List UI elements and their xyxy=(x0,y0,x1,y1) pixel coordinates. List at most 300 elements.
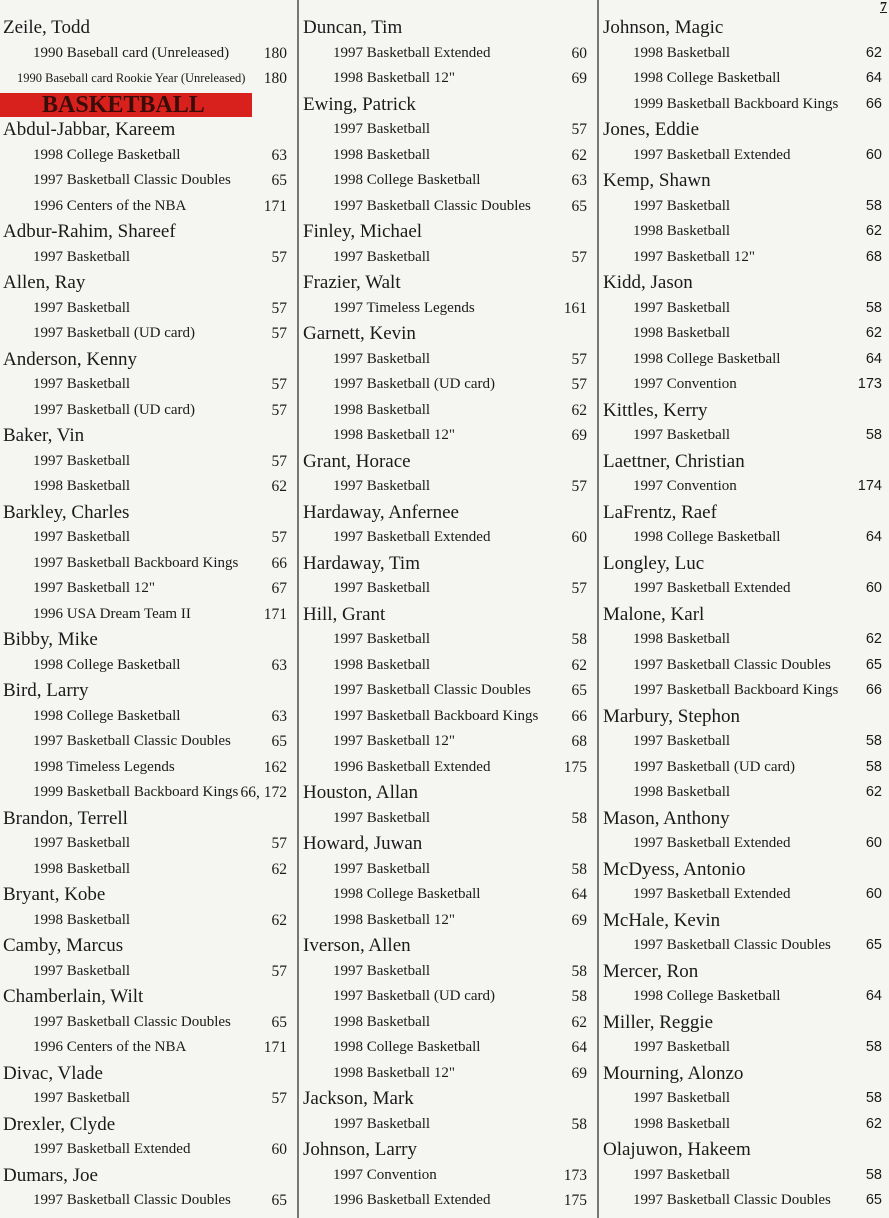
page-reference: 58 xyxy=(865,733,882,749)
card-title: 1998 Timeless Legends xyxy=(33,758,175,775)
player-name: McHale, Kevin xyxy=(603,909,721,931)
card-title: 1998 College Basketball xyxy=(333,1039,481,1055)
page-reference: 180 xyxy=(263,44,287,62)
card-title: 1998 Basketball 12" xyxy=(333,1064,455,1081)
player-name: Camby, Marcus xyxy=(3,935,124,956)
page-reference: 60 xyxy=(865,886,882,902)
card-entry xyxy=(0,321,296,347)
player-name: Laettner, Christian xyxy=(603,450,745,472)
section-title: BASKETBALL xyxy=(42,91,205,118)
page-reference: 57 xyxy=(271,962,287,980)
card-title: 1990 Baseball card (Unreleased) xyxy=(33,44,230,61)
card-title: 1997 Basketball xyxy=(33,452,131,469)
page-reference: 57 xyxy=(271,248,287,266)
page-reference: 62 xyxy=(865,325,882,341)
page-reference: 63 xyxy=(271,656,287,674)
card-entry xyxy=(300,194,596,220)
card-title: 1997 Basketball Classic Doubles xyxy=(633,1192,831,1208)
card-entry xyxy=(300,398,596,424)
player-name: Hardaway, Tim xyxy=(303,552,420,574)
player-name: Allen, Ray xyxy=(3,272,86,293)
page-reference: 62 xyxy=(865,784,882,800)
page-reference: 58 xyxy=(571,809,587,827)
player-name: McDyess, Antonio xyxy=(603,858,746,880)
card-entry xyxy=(600,882,889,908)
player-name: Drexler, Clyde xyxy=(3,1113,116,1135)
page-reference: 58 xyxy=(571,631,587,648)
card-entry xyxy=(0,602,296,628)
card-entry xyxy=(300,755,596,781)
player-name: Jackson, Mark xyxy=(303,1088,414,1109)
page-reference: 60 xyxy=(865,146,882,163)
card-title: 1998 Basketball 12" xyxy=(333,70,455,86)
card-entry xyxy=(0,831,296,857)
card-title: 1999 Basketball Backboard Kings xyxy=(633,95,839,112)
card-title: 1998 Basketball xyxy=(33,911,131,928)
player-name: Duncan, Tim xyxy=(303,17,403,38)
player-name: Divac, Vlade xyxy=(3,1062,103,1084)
card-entry xyxy=(0,576,296,602)
page-reference: 63 xyxy=(571,172,587,189)
card-title: 1997 Basketball xyxy=(33,835,131,851)
card-entry xyxy=(300,474,596,500)
card-entry xyxy=(600,729,889,755)
card-title: 1990 Baseball card Rookie Year (Unreleased) xyxy=(17,71,246,85)
card-title: 1997 Basketball Classic Doubles xyxy=(33,733,231,749)
card-title: 1997 Basketball xyxy=(633,427,731,443)
card-title: 1998 Basketball xyxy=(333,656,431,673)
card-title: 1997 Basketball xyxy=(33,1090,131,1106)
card-entry xyxy=(0,398,296,424)
card-title: 1998 Basketball xyxy=(633,325,731,341)
card-title: 1997 Basketball xyxy=(33,529,131,545)
card-entry xyxy=(600,92,889,118)
page-reference: 65 xyxy=(271,172,287,189)
card-title: 1998 Basketball xyxy=(633,223,731,239)
page-reference: 58 xyxy=(571,988,587,1005)
card-title: 1998 Basketball xyxy=(333,146,431,163)
page-reference: 57 xyxy=(571,580,587,597)
player-name: Kittles, Kerry xyxy=(603,399,708,421)
page-reference: 174 xyxy=(857,478,882,494)
card-title: 1998 Basketball xyxy=(33,860,131,877)
page-reference: 65 xyxy=(865,656,882,673)
page-reference: 62 xyxy=(571,656,587,674)
card-title: 1997 Basketball xyxy=(633,1090,731,1106)
page-reference: 60 xyxy=(571,529,587,546)
card-entry xyxy=(0,857,296,883)
card-title: 1997 Basketball xyxy=(333,248,431,265)
card-entry xyxy=(0,780,296,806)
card-entry xyxy=(300,41,596,67)
page-reference: 58 xyxy=(571,962,587,980)
card-title: 1997 Basketball xyxy=(33,248,131,265)
card-entry xyxy=(600,653,889,679)
card-title: 1997 Basketball Classic Doubles xyxy=(33,172,231,188)
player-name: Howard, Juwan xyxy=(303,833,423,854)
card-title: 1997 Basketball (UD card) xyxy=(333,988,496,1004)
page-reference: 58 xyxy=(865,1090,882,1106)
page-reference: 58 xyxy=(865,758,882,775)
card-entry xyxy=(600,780,889,806)
page-reference: 57 xyxy=(571,350,587,368)
card-entry xyxy=(600,525,889,551)
player-name: Bibby, Mike xyxy=(3,629,98,650)
player-name: Olajuwon, Hakeem xyxy=(603,1139,751,1160)
card-entry xyxy=(600,321,889,347)
card-entry xyxy=(300,882,596,908)
card-title: 1998 College Basketball xyxy=(633,529,781,545)
player-name: Malone, Karl xyxy=(603,603,705,625)
section-header xyxy=(0,92,296,118)
page-reference: 171 xyxy=(263,605,287,623)
page-reference: 57 xyxy=(271,325,287,342)
card-entry xyxy=(600,1086,889,1112)
card-title: 1996 Basketball Extended xyxy=(333,758,491,775)
player-name: Bird, Larry xyxy=(3,680,89,701)
page-reference: 62 xyxy=(865,223,882,239)
card-title: 1997 Basketball xyxy=(633,733,731,749)
page-reference: 57 xyxy=(571,248,587,266)
card-title: 1997 Basketball Classic Doubles xyxy=(633,656,831,673)
card-entry xyxy=(600,1188,889,1214)
page-reference: 57 xyxy=(271,376,287,393)
card-title: 1998 Basketball xyxy=(33,478,131,494)
card-entry xyxy=(300,168,596,194)
card-entry xyxy=(300,1163,596,1189)
page-reference: 57 xyxy=(571,121,587,138)
page-reference: 64 xyxy=(865,70,882,86)
player-name: Chamberlain, Wilt xyxy=(3,986,144,1007)
player-name: Johnson, Magic xyxy=(603,17,724,38)
card-title: 1998 Basketball xyxy=(633,44,731,61)
card-title: 1998 College Basketball xyxy=(633,988,781,1004)
card-title: 1997 Basketball xyxy=(33,376,131,392)
page-reference: 58 xyxy=(865,197,882,214)
card-title: 1998 Basketball 12" xyxy=(333,427,455,443)
column-divider xyxy=(297,0,299,1218)
player-name: Dumars, Joe xyxy=(3,1164,98,1186)
page-reference: 65 xyxy=(271,1192,287,1209)
page-reference: 58 xyxy=(571,860,587,878)
card-title: 1997 Basketball xyxy=(333,962,431,979)
player-name: Miller, Reggie xyxy=(603,1011,714,1033)
page-reference: 180 xyxy=(263,70,287,87)
card-entry xyxy=(0,1035,296,1061)
card-entry xyxy=(600,755,889,781)
card-title: 1997 Basketball Backboard Kings xyxy=(33,554,239,571)
page-reference: 62 xyxy=(571,146,587,164)
card-entry xyxy=(600,1112,889,1138)
player-name: Iverson, Allen xyxy=(303,935,411,956)
card-entry xyxy=(300,576,596,602)
card-entry xyxy=(300,423,596,449)
card-entry xyxy=(300,959,596,985)
card-title: 1997 Basketball Classic Doubles xyxy=(33,1192,231,1208)
card-title: 1998 College Basketball xyxy=(333,172,481,188)
page-reference: 62 xyxy=(271,911,287,929)
card-entry xyxy=(300,1112,596,1138)
card-entry xyxy=(0,1010,296,1036)
card-title: 1997 Basketball Extended xyxy=(333,44,491,61)
player-name: Bryant, Kobe xyxy=(3,884,106,905)
card-title: 1997 Basketball Extended xyxy=(33,1141,191,1157)
section-banner xyxy=(0,93,252,117)
page-reference: 64 xyxy=(571,886,587,903)
player-name: Marbury, Stephon xyxy=(603,705,741,727)
card-title: 1997 Basketball xyxy=(333,350,431,367)
page-reference: 66 xyxy=(865,95,882,112)
player-name: Zeile, Todd xyxy=(3,17,90,38)
card-entry xyxy=(0,755,296,781)
player-name: Mourning, Alonzo xyxy=(603,1062,744,1084)
card-entry xyxy=(300,372,596,398)
card-title: 1997 Basketball (UD card) xyxy=(633,758,796,775)
page-reference: 62 xyxy=(571,1013,587,1031)
player-name: Johnson, Larry xyxy=(303,1139,417,1160)
card-title: 1997 Basketball Classic Doubles xyxy=(33,1013,231,1030)
index-column-2 xyxy=(300,15,596,1214)
page-reference: 65 xyxy=(571,197,587,215)
card-entry xyxy=(0,653,296,679)
card-entry xyxy=(0,449,296,475)
card-title: 1998 Basketball xyxy=(633,631,731,647)
page-reference: 60 xyxy=(865,835,882,851)
card-entry xyxy=(0,66,296,92)
page-reference: 57 xyxy=(271,452,287,470)
page-reference: 68 xyxy=(865,248,882,265)
card-entry xyxy=(600,347,889,373)
card-entry xyxy=(300,653,596,679)
player-name: Abdul-Jabbar, Kareem xyxy=(3,119,176,140)
card-entry xyxy=(600,1163,889,1189)
page-reference: 175 xyxy=(563,1192,587,1209)
page-reference: 66 xyxy=(271,554,287,572)
player-name: Longley, Luc xyxy=(603,552,705,574)
card-entry xyxy=(600,627,889,653)
page-reference: 62 xyxy=(271,478,287,495)
card-title: 1998 College Basketball xyxy=(333,886,481,902)
page-reference: 58 xyxy=(865,1039,882,1055)
page-reference: 60 xyxy=(865,580,882,596)
card-entry xyxy=(600,678,889,704)
card-entry xyxy=(0,194,296,220)
card-title: 1999 Basketball Backboard Kings xyxy=(33,784,239,800)
player-name: Kidd, Jason xyxy=(603,272,693,293)
page-reference: 65 xyxy=(865,1192,882,1208)
card-title: 1997 Basketball xyxy=(333,121,431,137)
card-title: 1997 Basketball Backboard Kings xyxy=(633,682,839,698)
card-title: 1997 Basketball xyxy=(633,1166,731,1183)
page-reference: 58 xyxy=(865,299,882,316)
card-title: 1998 College Basketball xyxy=(33,146,181,163)
card-entry xyxy=(300,729,596,755)
page-reference: 173 xyxy=(857,376,882,392)
card-entry xyxy=(600,984,889,1010)
page-reference: 62 xyxy=(865,631,882,647)
player-name: Hill, Grant xyxy=(303,603,386,625)
card-title: 1997 Basketball Extended xyxy=(633,146,791,163)
card-title: 1997 Basketball 12" xyxy=(33,580,155,596)
card-title: 1997 Basketball (UD card) xyxy=(333,376,496,392)
page-reference: 69 xyxy=(571,1064,587,1082)
index-column-3 xyxy=(600,15,889,1214)
card-title: 1997 Basketball Extended xyxy=(633,835,791,851)
player-name: Houston, Allan xyxy=(303,782,419,803)
card-title: 1997 Basketball xyxy=(333,580,431,596)
page-reference: 173 xyxy=(563,1166,587,1184)
card-entry xyxy=(600,245,889,271)
card-title: 1998 Basketball xyxy=(633,784,731,800)
card-title: 1997 Convention xyxy=(633,478,737,494)
card-entry xyxy=(300,704,596,730)
card-entry xyxy=(600,831,889,857)
card-entry xyxy=(0,525,296,551)
card-title: 1997 Basketball Extended xyxy=(633,580,791,596)
player-name: LaFrentz, Raef xyxy=(603,501,717,523)
page-reference: 58 xyxy=(865,1166,882,1183)
card-entry xyxy=(300,296,596,322)
page-reference: 60 xyxy=(571,44,587,62)
card-entry xyxy=(0,729,296,755)
page-reference: 161 xyxy=(563,299,587,317)
card-title: 1997 Basketball xyxy=(633,197,731,214)
card-entry xyxy=(600,66,889,92)
card-entry xyxy=(0,168,296,194)
card-entry xyxy=(0,474,296,500)
card-title: 1997 Basketball xyxy=(33,299,131,316)
page-reference: 68 xyxy=(571,733,587,750)
page-reference: 64 xyxy=(571,1039,587,1056)
card-title: 1997 Basketball Classic Doubles xyxy=(333,197,531,214)
card-entry xyxy=(600,576,889,602)
page-reference: 63 xyxy=(271,707,287,725)
card-entry xyxy=(0,372,296,398)
card-title: 1996 Basketball Extended xyxy=(333,1192,491,1208)
player-name: Garnett, Kevin xyxy=(303,323,416,344)
card-title: 1997 Basketball xyxy=(33,962,131,979)
page-reference: 57 xyxy=(571,376,587,393)
card-title: 1997 Convention xyxy=(633,376,737,392)
card-entry xyxy=(300,627,596,653)
card-title: 1997 Basketball xyxy=(333,1115,431,1132)
card-entry xyxy=(300,245,596,271)
page-reference: 57 xyxy=(571,478,587,495)
card-entry xyxy=(0,959,296,985)
player-name: Mason, Anthony xyxy=(603,807,730,829)
card-entry xyxy=(300,678,596,704)
card-title: 1997 Timeless Legends xyxy=(333,299,475,316)
card-entry xyxy=(300,117,596,143)
page-reference: 63 xyxy=(271,146,287,164)
card-entry xyxy=(300,347,596,373)
card-entry xyxy=(300,66,596,92)
page-reference: 175 xyxy=(563,758,587,776)
page-reference: 65 xyxy=(571,682,587,699)
card-title: 1998 Basketball xyxy=(333,401,431,418)
card-title: 1997 Basketball Extended xyxy=(633,886,791,902)
player-name: Anderson, Kenny xyxy=(3,348,138,370)
card-entry xyxy=(300,1188,596,1214)
page-reference: 65 xyxy=(271,1013,287,1031)
card-entry xyxy=(600,143,889,169)
card-title: 1997 Basketball Extended xyxy=(333,529,491,545)
card-entry xyxy=(600,219,889,245)
player-name: Barkley, Charles xyxy=(3,501,130,523)
card-entry xyxy=(0,908,296,934)
card-title: 1996 Centers of the NBA xyxy=(33,1039,187,1055)
card-title: 1998 College Basketball xyxy=(33,707,181,724)
card-title: 1997 Basketball (UD card) xyxy=(33,401,196,418)
page-reference: 64 xyxy=(865,350,882,367)
page-reference: 64 xyxy=(865,988,882,1004)
card-entry xyxy=(0,143,296,169)
card-title: 1997 Basketball Backboard Kings xyxy=(333,707,539,724)
player-name: Hardaway, Anfernee xyxy=(303,501,459,523)
player-name: Brandon, Terrell xyxy=(3,807,128,829)
page-reference: 60 xyxy=(271,1141,287,1158)
player-name: Kemp, Shawn xyxy=(603,170,711,191)
page-reference: 65 xyxy=(271,733,287,750)
card-title: 1997 Basketball xyxy=(633,1039,731,1055)
card-entry xyxy=(300,1010,596,1036)
page-reference: 69 xyxy=(571,427,587,444)
card-title: 1998 Basketball 12" xyxy=(333,911,455,928)
page-reference: 62 xyxy=(865,1115,882,1132)
card-title: 1998 Basketball xyxy=(333,1013,431,1030)
card-title: 1997 Basketball xyxy=(633,299,731,316)
card-entry xyxy=(600,372,889,398)
card-title: 1998 College Basketball xyxy=(633,70,781,86)
card-title: 1997 Basketball 12" xyxy=(633,248,755,265)
card-entry xyxy=(0,1137,296,1163)
card-entry xyxy=(0,296,296,322)
page-reference: 57 xyxy=(271,401,287,419)
card-entry xyxy=(300,908,596,934)
card-entry xyxy=(300,984,596,1010)
player-name: Finley, Michael xyxy=(303,221,423,242)
page-reference: 66, 172 xyxy=(240,784,287,801)
card-entry xyxy=(0,245,296,271)
page-reference: 57 xyxy=(271,529,287,546)
page-number: 7 xyxy=(880,0,887,15)
page-reference: 67 xyxy=(271,580,287,597)
card-entry xyxy=(0,1188,296,1214)
card-title: 1997 Basketball xyxy=(333,809,431,826)
card-title: 1996 USA Dream Team II xyxy=(33,605,191,622)
player-name: Adbur-Rahim, Shareef xyxy=(3,221,176,242)
card-entry xyxy=(600,296,889,322)
card-title: 1997 Basketball Classic Doubles xyxy=(333,682,531,698)
page-reference: 171 xyxy=(263,1039,287,1056)
card-entry xyxy=(300,525,596,551)
page-reference: 171 xyxy=(263,197,287,215)
card-entry xyxy=(600,1035,889,1061)
card-entry xyxy=(0,551,296,577)
page-reference: 57 xyxy=(271,835,287,852)
card-title: 1997 Basketball 12" xyxy=(333,733,455,749)
index-column-1 xyxy=(0,15,296,1214)
player-name: Grant, Horace xyxy=(303,450,411,472)
card-title: 1997 Basketball xyxy=(333,631,431,647)
card-entry xyxy=(300,1035,596,1061)
player-name: Ewing, Patrick xyxy=(303,93,416,115)
page-reference: 62 xyxy=(865,44,882,61)
card-entry xyxy=(600,933,889,959)
player-name: Mercer, Ron xyxy=(603,960,699,982)
card-title: 1996 Centers of the NBA xyxy=(33,197,187,214)
card-entry xyxy=(300,143,596,169)
